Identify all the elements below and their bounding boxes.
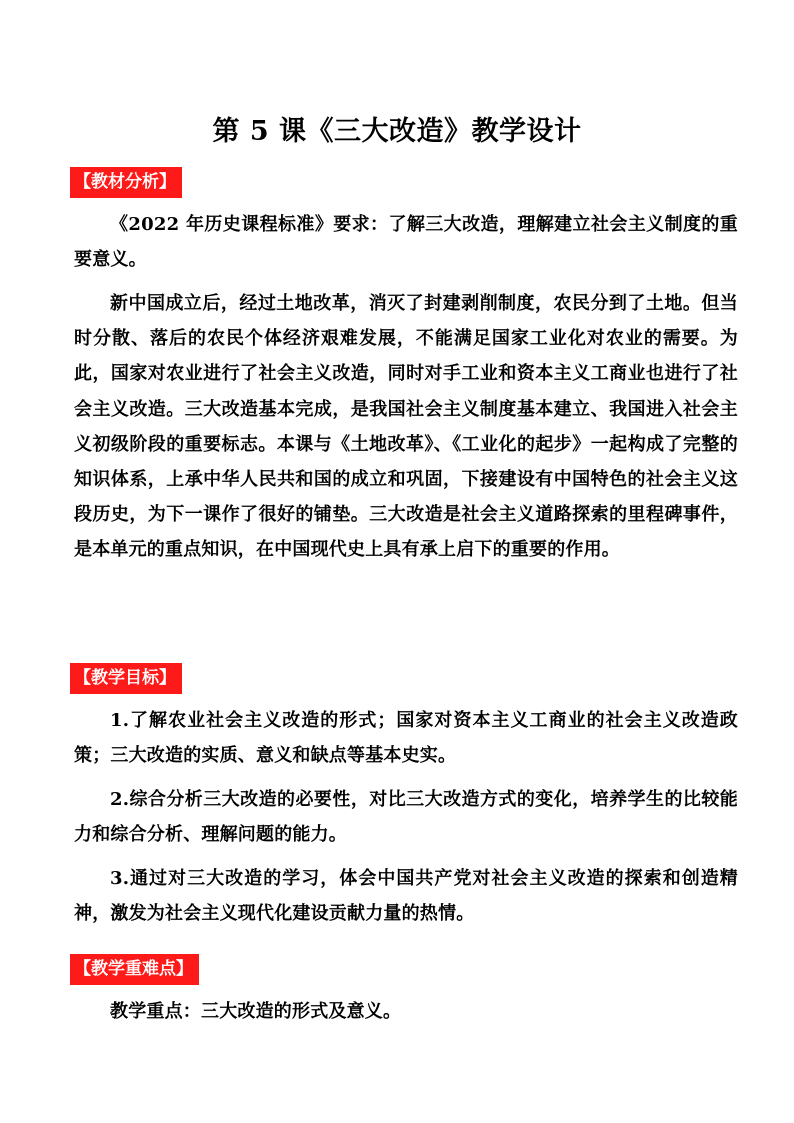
document-title: 第 5 课《三大改造》教学设计 xyxy=(212,116,582,147)
paragraph-key-point: 教学重点：三大改造的形式及意义。 xyxy=(110,1001,402,1022)
section-label-objectives: 【教学目标】 xyxy=(70,663,182,694)
paragraph-objective-3: 3.通过对三大改造的学习，体会中国共产党对社会主义改造的探索和创造精神，激发为社会主义现代化建设贡献力量的热情。 xyxy=(74,868,738,925)
paragraph-objective-1: 1.了解农业社会主义改造的形式；国家对资本主义工商业的社会主义改造政策；三大改造的实质、意义和缺点等基本史实。 xyxy=(74,710,738,767)
section-label-analysis: 【教材分析】 xyxy=(70,167,182,198)
paragraph-objective-2: 2.综合分析三大改造的必要性，对比三大改造方式的变化，培养学生的比较能力和综合分析、理解问题的能力。 xyxy=(74,789,738,846)
paragraph-curriculum-standard: 《2022 年历史课程标准》要求：了解三大改造，理解建立社会主义制度的重要意义。 xyxy=(74,214,738,271)
section-label-key-points: 【教学重难点】 xyxy=(70,954,199,985)
paragraph-background: 新中国成立后，经过土地改革，消灭了封建剥削制度，农民分到了土地。但当时分散、落后的农民个体经济艰难发展，不能满足国家工业化对农业的需要。为此，国家对农业进行了社会主义改造，同时对手工业和资本主义工商业也进行了社会主义改造。三大改造基本完成，是我国社会主义制度基本建立、我国进入社会主义初级阶段的重要标志。本课与《土地改革》、《工业化的起步》一起构成了完整的知识体系，上承中华人民共和国的成立和巩固，下接建设有中国特色的社会主义这段历史，为下一课作了很好的铺垫。三大改造是社会主义道路探索的里程碑事件，是本单元的重点知识，在中国现代史上具有承上启下的重要的作用。 xyxy=(74,293,738,561)
